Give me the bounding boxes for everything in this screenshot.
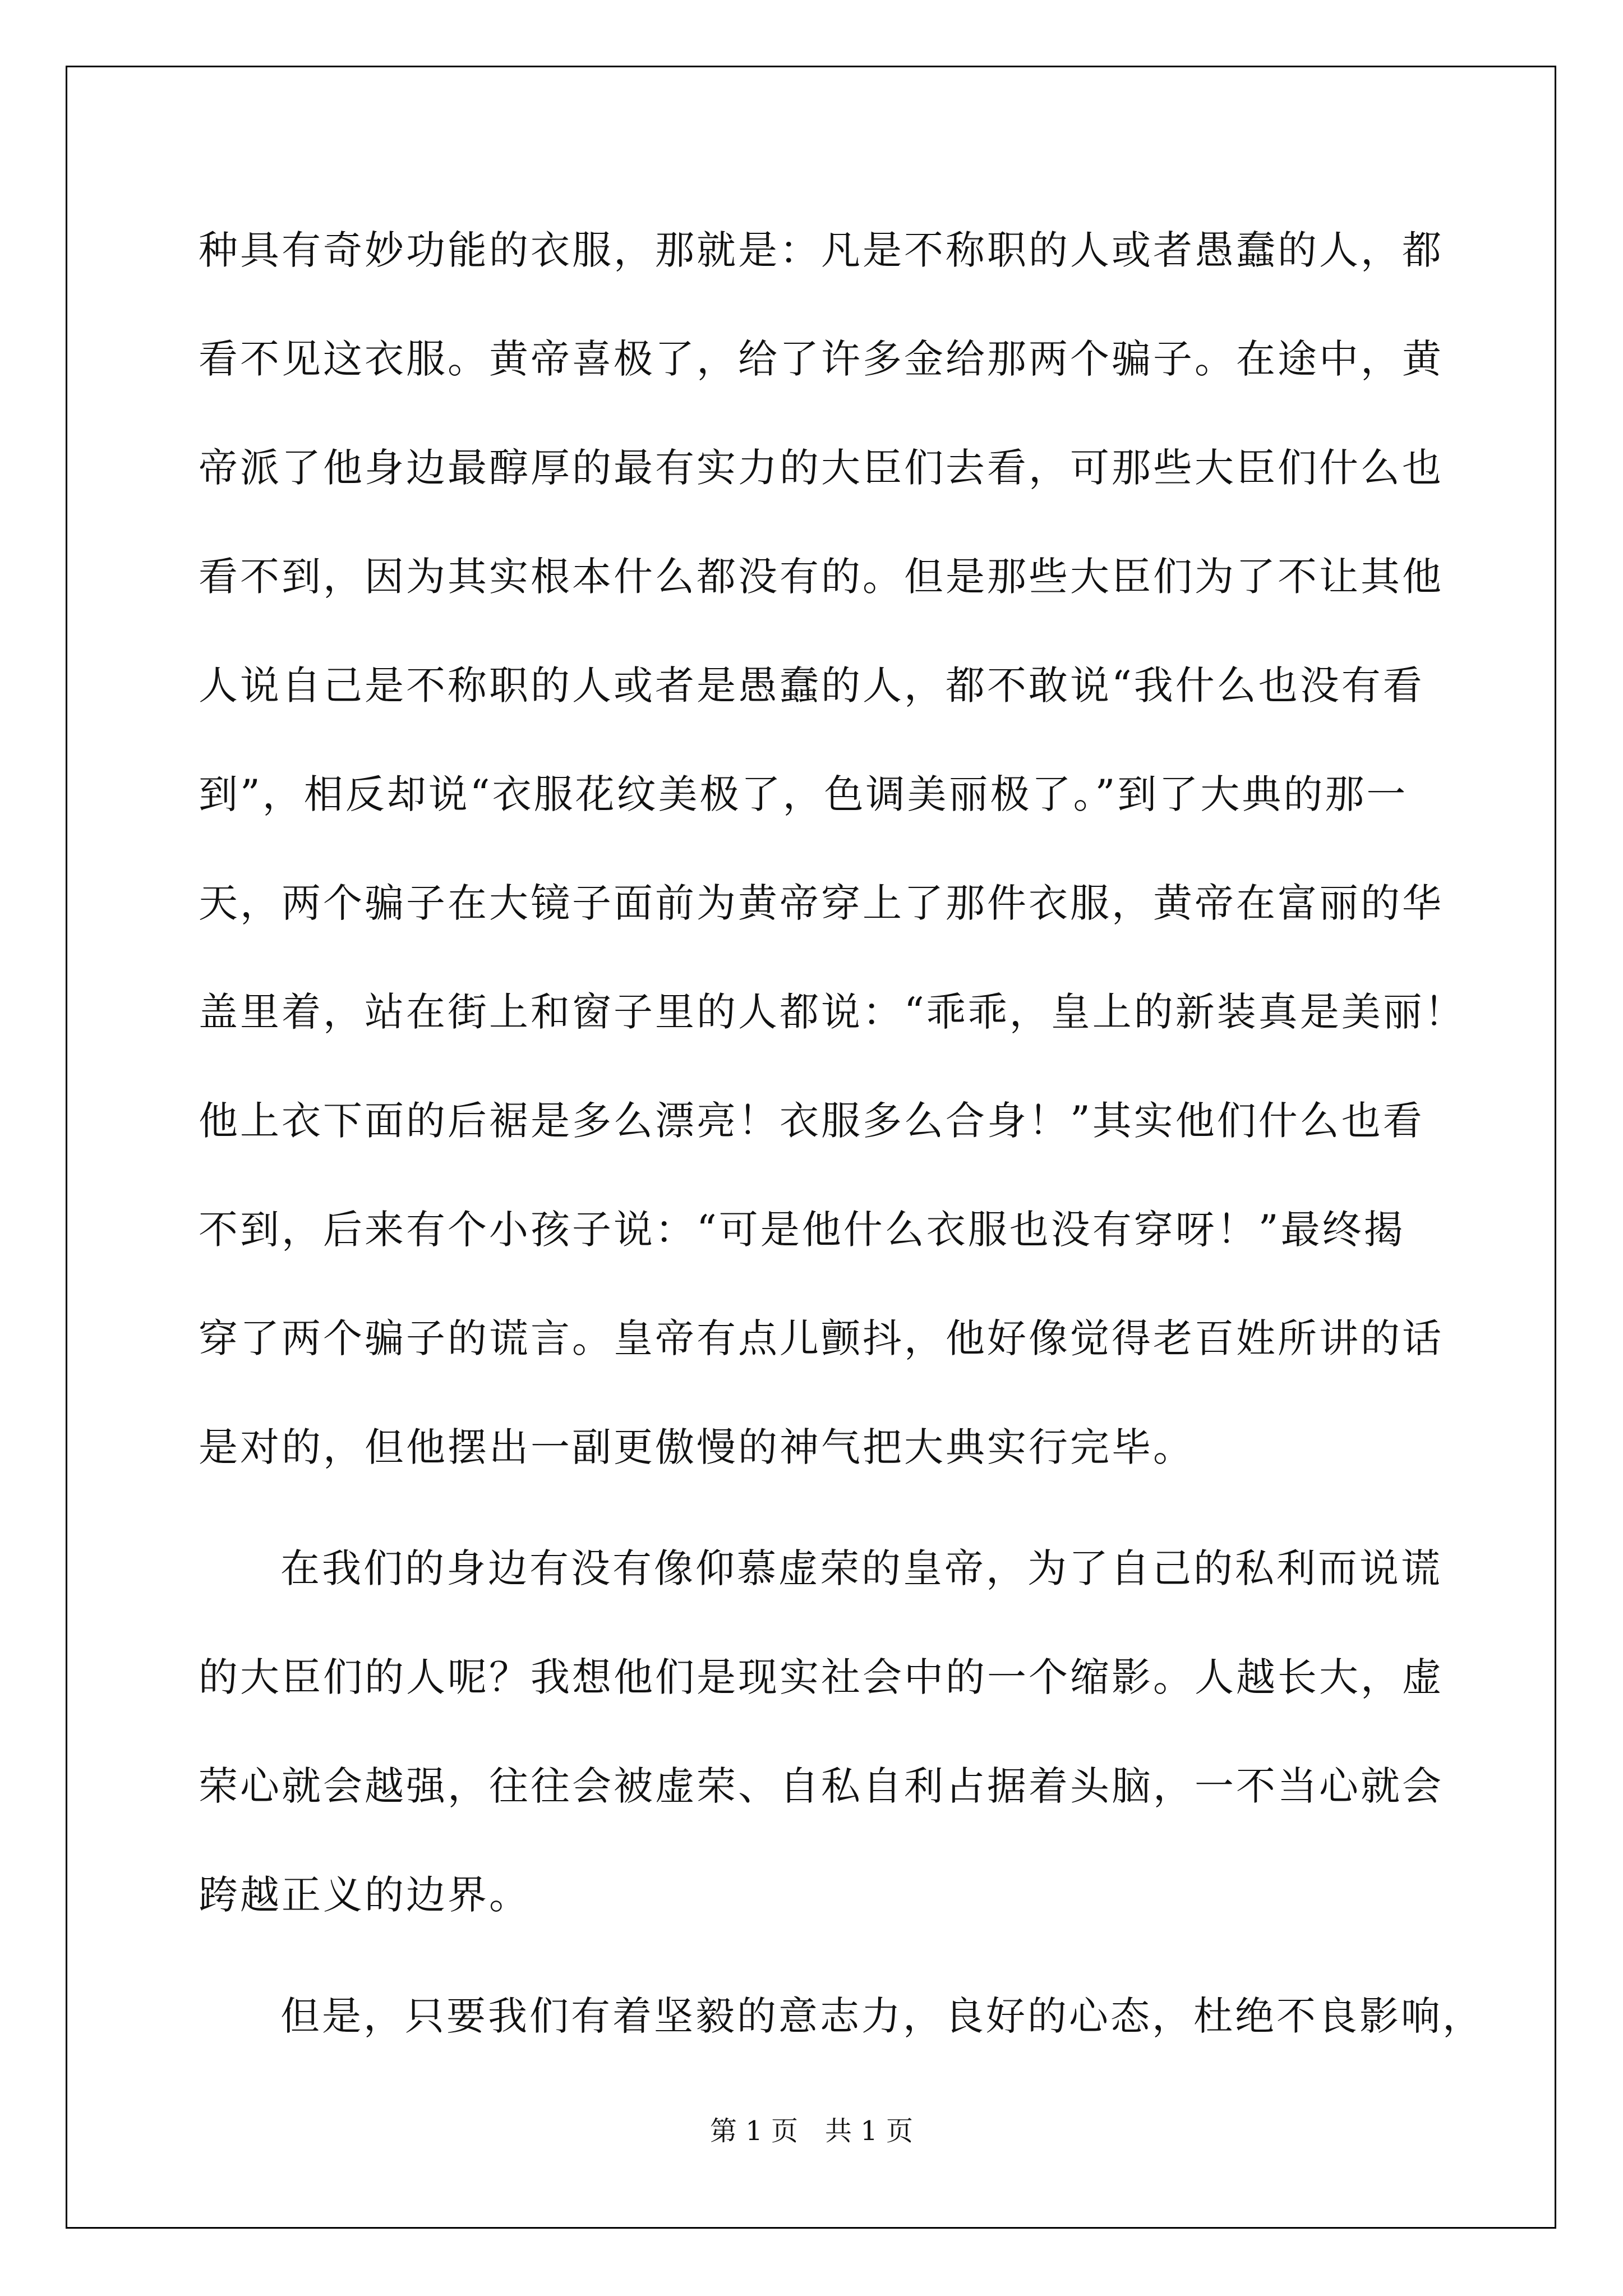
text-line: 到”，相反却说“衣服花纹美极了，色调美丽极了。”到了大典的那一	[199, 771, 1408, 817]
page-number-footer: 第 1 页 共 1 页	[709, 2115, 914, 2147]
text-line: 荣心就会越强，往往会被虚荣、自私自利占据着头脑，一不当心就会	[199, 1763, 1444, 1809]
text-line: 天，两个骗子在大镜子面前为黄帝穿上了那件衣服，黄帝在富丽的华	[199, 880, 1444, 926]
text-line: 跨越正义的边界。	[199, 1872, 531, 1918]
document-body	[199, 213, 1484, 2088]
paragraph-first-line: 在我们的身边有没有像仰慕虚荣的皇帝，为了自己的私利而说谎	[280, 1545, 1442, 1591]
text-line: 看不到，因为其实根本什么都没有的。但是那些大臣们为了不让其他	[199, 554, 1444, 600]
text-line: 是对的，但他摆出一副更傲慢的神气把大典实行完毕。	[199, 1424, 1195, 1470]
paragraph-first-line: 但是，只要我们有着坚毅的意志力，良好的心态，杜绝不良影响，	[280, 1993, 1484, 2039]
text-line: 盖里着，站在街上和窗子里的人都说：“乖乖，皇上的新装真是美丽！	[199, 989, 1466, 1035]
text-line: 他上衣下面的后裾是多么漂亮！衣服多么合身！”其实他们什么也看	[199, 1098, 1424, 1144]
text-line: 人说自己是不称职的人或者是愚蠢的人，都不敢说“我什么也没有看	[199, 662, 1424, 708]
paragraph-gap	[199, 1967, 1432, 1979]
text-line: 的大臣们的人呢？我想他们是现实社会中的一个缩影。人越长大，虚	[199, 1654, 1444, 1700]
text-line: 种具有奇妙功能的衣服，那就是：凡是不称职的人或者愚蠢的人，都	[199, 227, 1444, 273]
text-line: 帝派了他身边最醇厚的最有实力的大臣们去看，可那些大臣们什么也	[199, 445, 1444, 491]
text-line: 看不见这衣服。黄帝喜极了，给了许多金给那两个骗子。在途中，黄	[199, 336, 1444, 382]
paragraph-gap	[199, 1519, 1432, 1531]
text-line: 不到，后来有个小孩子说：“可是他什么衣服也没有穿呀！”最终揭	[199, 1207, 1405, 1253]
text-line: 穿了两个骗子的谎言。皇帝有点儿颤抖，他好像觉得老百姓所讲的话	[199, 1315, 1444, 1361]
